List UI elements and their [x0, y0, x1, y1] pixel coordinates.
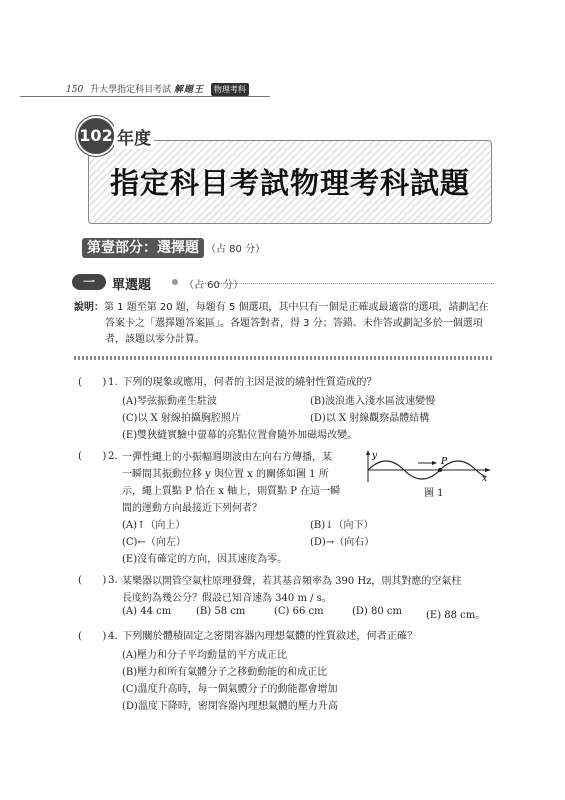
option: (E)雙狹縫實驗中螢幕的亮點位置會隨外加磁場改變。 — [122, 430, 358, 441]
option: (B) 58 cm — [196, 606, 246, 617]
option: (E) 88 cm。 — [426, 610, 486, 621]
question-stem: 一瞬間其振動位移 y 與位置 x 的關係如圖 1 所 — [122, 469, 329, 480]
section-score: （占 80 分） — [206, 244, 266, 255]
subsection-number: 一 — [72, 274, 106, 290]
x-label: x — [482, 474, 488, 484]
title-banner — [88, 140, 492, 224]
direction-arrowhead — [432, 461, 437, 465]
option: (C) 66 cm — [274, 606, 324, 617]
section-title: 第壹部分：選擇題 — [82, 238, 204, 258]
option: (D)溫度下降時，密閉容器內理想氣體的壓力升高 — [122, 701, 338, 712]
option: (A)琴弦振動產生駐波 — [122, 396, 218, 407]
option: (A)壓力和分子平均動量的平方成正比 — [122, 650, 288, 661]
year-suffix: 年度 — [114, 124, 154, 149]
question-stem: 示，繩上質點 P 恰在 x 軸上，則質點 P 在這一瞬 — [122, 486, 341, 497]
question-number: 4. — [108, 631, 118, 642]
answer-blank: ( ) — [78, 631, 107, 642]
option: (B)壓力和所有氣體分子之移動動能的和成正比 — [122, 667, 328, 678]
option: (D)以 X 射線觀察晶體結構 — [310, 413, 430, 424]
question-number: 3. — [108, 575, 118, 586]
answer-blank: ( ) — [78, 451, 107, 462]
answer-blank: ( ) — [78, 377, 107, 388]
question-stem: 間的運動方向最接近下列何者？ — [122, 503, 262, 514]
instructions-line: 第 1 題至第 20 題，每題有 5 個選項，其中只有一個是正確或最適當的選項，請劃記在 — [104, 302, 489, 313]
wave-figure — [362, 450, 492, 484]
option: (B)↓（向下） — [310, 520, 374, 531]
subsection-divider — [202, 283, 494, 284]
figure-caption: 圖 1 — [424, 488, 444, 499]
p-label: P — [441, 457, 448, 467]
instructions — [74, 300, 504, 348]
page-title: 指定科目考試物理考科試題 — [109, 166, 470, 200]
question-stem: 下列的現象或應用，何者的主因是波的繞射性質造成的？ — [122, 377, 377, 388]
y-label: y — [372, 451, 378, 461]
option: (E)沒有確定的方向，因其速度為零。 — [122, 554, 288, 565]
question-stem: 一彈性繩上的小振幅週期波由左向右方傳播，某 — [122, 452, 332, 463]
question-number: 2. — [108, 451, 118, 462]
running-header — [66, 82, 249, 96]
page-number: 150 — [66, 85, 84, 95]
instructions-line: 者，該題以零分計算。 — [105, 334, 205, 345]
subsection-title: 單選題 — [112, 278, 152, 293]
book-brand: 解題王 — [173, 85, 204, 95]
option: (D) 80 cm — [352, 606, 402, 617]
option: (B)波浪進入淺水區波速變慢 — [310, 396, 436, 407]
question-stem: 下列關於體積固定之密閉容器內理想氣體的性質敘述，何者正確？ — [122, 631, 418, 642]
question-number: 1. — [108, 377, 118, 388]
y-axis-arrow — [366, 450, 370, 455]
instructions-line: 答案卡之「選擇題答案區」。各題答對者，得 3 分；答錯、未作答或劃記多於一個選項 — [105, 318, 483, 329]
option: (C)以 X 射線拍攝胸腔照片 — [122, 413, 241, 424]
subject-badge: 物理考科 — [211, 83, 249, 96]
x-axis-arrow — [485, 468, 491, 472]
answer-blank: ( ) — [78, 575, 107, 586]
year-badge: 102 — [76, 116, 116, 156]
option: (C)溫度升高時，每一個氣體分子的動能都會增加 — [122, 684, 338, 695]
question-stem: 某樂器以開管空氣柱原理發聲，若其基音頻率為 390 Hz，則其對應的空氣柱 — [122, 576, 462, 587]
instructions-divider — [74, 356, 494, 360]
option: (A) 44 cm — [122, 606, 172, 617]
option: (D)→（向右） — [310, 537, 375, 548]
bullet-dot — [172, 279, 178, 285]
option: (C)←（向左） — [122, 537, 186, 548]
option: (A)↑（向上） — [122, 520, 186, 531]
book-title: 升大學指定科目考試 — [90, 85, 172, 95]
point-p — [438, 468, 442, 472]
instructions-label: 說明： — [74, 302, 104, 313]
header-divider — [20, 96, 270, 97]
question-stem: 長度約為幾公分？假設已知音速為 340 m / s。 — [122, 593, 332, 604]
subsection-score: （占 60 分） — [184, 280, 244, 291]
